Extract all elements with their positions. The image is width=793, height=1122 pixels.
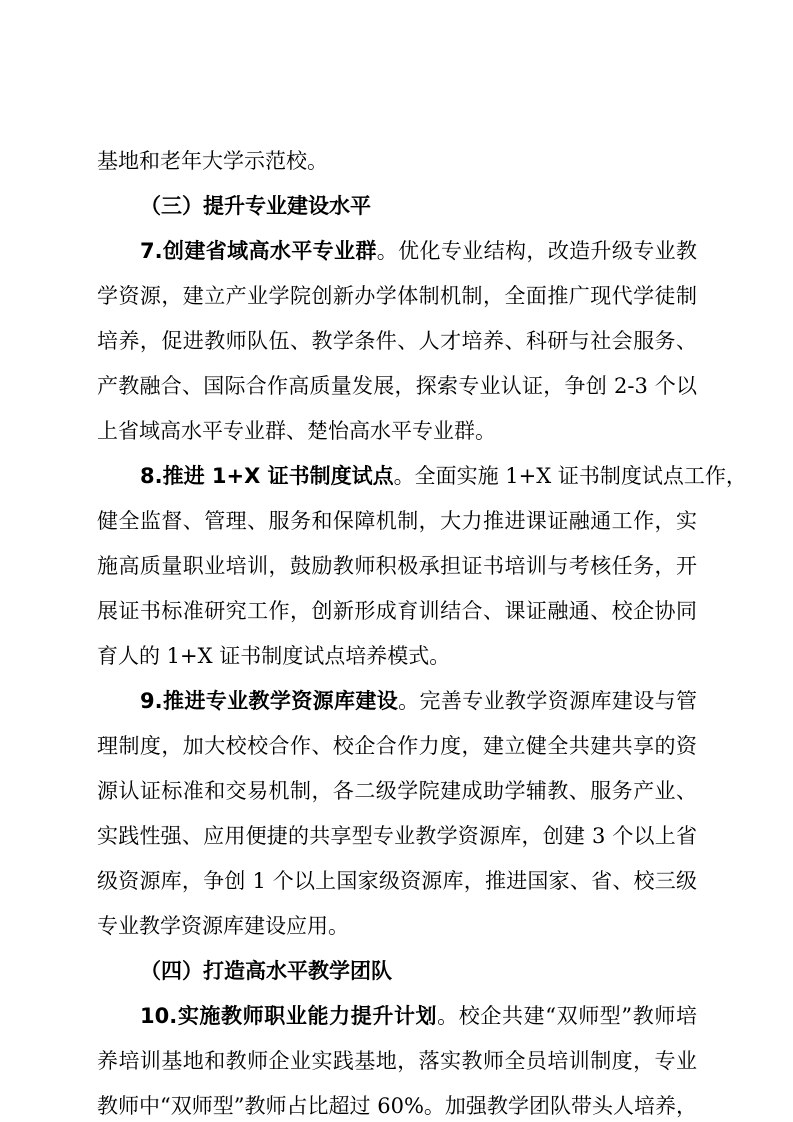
item-10-text: 。校企共建“双师型”教师培 (437, 1004, 697, 1028)
paragraph-line: 养培训基地和教师企业实践基地，落实教师全员培训制度，专业 (97, 1049, 697, 1073)
paragraph-line: 基地和老年大学示范校。 (97, 149, 328, 173)
paragraph-line: 施高质量职业培训，鼓励教师积极承担证书培训与考核任务，开 (97, 554, 697, 578)
section-heading-3: （三）提升专业建设水平 (140, 194, 371, 218)
paragraph-line: 理制度，加大校校合作、校企合作力度，建立健全共建共享的资 (97, 734, 697, 758)
item-10-title: 10.实施教师职业能力提升计划 (140, 1004, 438, 1028)
item-7-text: 。优化专业结构，改造升级专业教 (376, 239, 698, 263)
paragraph-line: 实践性强、应用便捷的共享型专业教学资源库，创建 3 个以上省 (97, 824, 697, 848)
section-heading-4: （四）打造高水平教学团队 (140, 959, 392, 983)
paragraph-line: 健全监督、管理、服务和保障机制，大力推进课证融通工作，实 (97, 509, 697, 533)
paragraph-line: 教师中“双师型”教师占比超过 60%。加强教学团队带头人培养， (97, 1094, 697, 1118)
item-7-title: 7.创建省域高水平专业群 (140, 239, 377, 263)
paragraph-line: 源认证标准和交易机制，各二级学院建成助学辅教、服务产业、 (97, 779, 697, 803)
paragraph-line: 产教融合、国际合作高质量发展，探索专业认证，争创 2-3 个以 (97, 374, 697, 398)
paragraph-line: 育人的 1+X 证书制度试点培养模式。 (97, 644, 451, 668)
paragraph-7-line-1 (140, 236, 697, 266)
paragraph-10-line-1 (140, 1001, 697, 1031)
paragraph-9-line-1 (140, 686, 697, 716)
item-8-text: 。全面实施 1+X 证书制度试点工作， (393, 464, 747, 488)
paragraph-line: 上省域高水平专业群、楚怡高水平专业群。 (97, 419, 496, 443)
item-9-title: 9.推进专业教学资源库建设 (140, 689, 399, 713)
paragraph-line: 专业教学资源库建设应用。 (97, 914, 349, 938)
paragraph-line: 展证书标准研究工作，创新形成育训结合、课证融通、校企协同 (97, 599, 697, 623)
item-9-text: 。完善专业教学资源库建设与管 (398, 689, 697, 713)
item-8-title: 8.推进 1+X 证书制度试点 (140, 464, 394, 488)
paragraph-line: 级资源库，争创 1 个以上国家级资源库，推进国家、省、校三级 (97, 869, 697, 893)
paragraph-line: 培养，促进教师队伍、教学条件、人才培养、科研与社会服务、 (97, 329, 697, 353)
paragraph-8-line-1 (140, 461, 747, 491)
paragraph-line: 学资源，建立产业学院创新办学体制机制，全面推广现代学徒制 (97, 284, 697, 308)
